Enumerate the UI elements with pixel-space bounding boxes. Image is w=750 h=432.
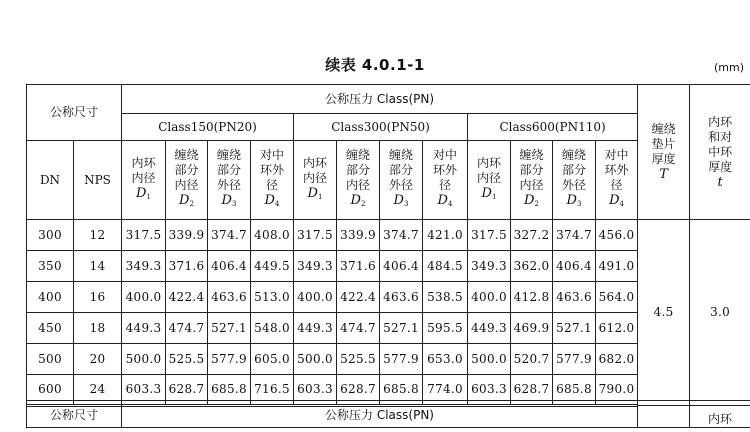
value-cell: 603.3 xyxy=(468,375,511,406)
value-cell: 362.0 xyxy=(511,251,553,282)
subcol-text: 内环内径 xyxy=(477,155,502,185)
value-cell: 474.7 xyxy=(337,313,380,344)
dn-header: DN xyxy=(27,141,74,220)
value-cell: 500.0 xyxy=(294,344,337,375)
table-title: 续表 4.0.1-1 xyxy=(325,56,425,74)
next-thickness-cell xyxy=(638,401,690,428)
value-cell: 538.5 xyxy=(423,282,468,313)
subcol-text: 内环内径 xyxy=(303,155,328,185)
subcol-header-class2-d4 xyxy=(596,141,638,220)
value-cell: 463.6 xyxy=(208,282,251,313)
value-cell: 339.9 xyxy=(166,220,208,251)
value-cell: 349.3 xyxy=(294,251,337,282)
subcol-header-class0-d2 xyxy=(166,141,208,220)
value-cell: 339.9 xyxy=(337,220,380,251)
value-cell: 605.0 xyxy=(251,344,294,375)
subcol-symbol: $D_1$ xyxy=(307,185,323,201)
class150-header: Class150(PN20) xyxy=(122,114,294,141)
subcol-text: 缠绕部分外径 xyxy=(389,148,414,192)
class300-header: Class300(PN50) xyxy=(294,114,468,141)
value-cell: 653.0 xyxy=(423,344,468,375)
subcol-symbol: $D_3$ xyxy=(393,193,409,208)
value-cell: 463.6 xyxy=(380,282,423,313)
subcol-header-class2-d2 xyxy=(511,141,553,220)
value-cell: 603.3 xyxy=(122,375,166,406)
nps-cell: 12 xyxy=(74,220,122,251)
value-cell: 349.3 xyxy=(122,251,166,282)
value-cell: 422.4 xyxy=(337,282,380,313)
subcol-text: 对中环外径 xyxy=(433,148,458,192)
unit-label: (mm) xyxy=(713,61,744,74)
next-table-partial xyxy=(26,400,750,428)
nps-cell: 18 xyxy=(74,313,122,344)
ring-thickness-value: 3.0 xyxy=(690,220,750,406)
subcol-header-class0-d3 xyxy=(208,141,251,220)
next-ring-header: 内环 xyxy=(690,401,750,428)
subcol-header-class2-d1 xyxy=(468,141,511,220)
value-cell: 421.0 xyxy=(423,220,468,251)
ring-thickness-symbol: t xyxy=(717,174,723,190)
value-cell: 449.3 xyxy=(122,313,166,344)
subcol-symbol: $D_2$ xyxy=(350,193,366,208)
next-nominal-size-header: 公称尺寸 xyxy=(27,401,122,428)
value-cell: 406.4 xyxy=(553,251,596,282)
nominal-size-header: 公称尺寸 xyxy=(27,85,122,141)
subcol-symbol: $D_4$ xyxy=(264,193,280,208)
value-cell: 628.7 xyxy=(511,375,553,406)
value-cell: 527.1 xyxy=(380,313,423,344)
value-cell: 317.5 xyxy=(122,220,166,251)
value-cell: 513.0 xyxy=(251,282,294,313)
value-cell: 603.3 xyxy=(294,375,337,406)
nps-cell: 14 xyxy=(74,251,122,282)
dn-cell: 450 xyxy=(27,313,74,344)
nominal-pressure-header: 公称压力 Class(PN) xyxy=(122,85,638,114)
subcol-text: 缠绕部分内径 xyxy=(174,148,199,192)
value-cell: 484.5 xyxy=(423,251,468,282)
subcol-text: 对中环外径 xyxy=(604,148,629,192)
value-cell: 317.5 xyxy=(294,220,337,251)
subcol-symbol: $D_4$ xyxy=(437,193,453,208)
nps-header: NPS xyxy=(74,141,122,220)
value-cell: 449.3 xyxy=(294,313,337,344)
value-cell: 463.6 xyxy=(553,282,596,313)
next-nominal-pressure-header: 公称压力 Class(PN) xyxy=(122,401,638,428)
thickness-T-header xyxy=(638,85,690,220)
subcol-text: 内环内径 xyxy=(131,155,156,185)
subcol-text: 对中环外径 xyxy=(260,148,285,192)
gasket-dimension-table xyxy=(26,84,750,407)
value-cell: 682.0 xyxy=(596,344,638,375)
dn-cell: 400 xyxy=(27,282,74,313)
value-cell: 469.9 xyxy=(511,313,553,344)
value-cell: 371.6 xyxy=(337,251,380,282)
ring-thickness-header xyxy=(690,85,750,220)
value-cell: 456.0 xyxy=(596,220,638,251)
value-cell: 774.0 xyxy=(423,375,468,406)
subcol-text: 缠绕部分外径 xyxy=(217,148,242,192)
subcol-header-class1-d1 xyxy=(294,141,337,220)
value-cell: 400.0 xyxy=(468,282,511,313)
value-cell: 716.5 xyxy=(251,375,294,406)
value-cell: 685.8 xyxy=(553,375,596,406)
subcol-symbol: $D_3$ xyxy=(221,193,237,208)
subcol-header-class1-d4 xyxy=(423,141,468,220)
value-cell: 374.7 xyxy=(553,220,596,251)
subcol-header-class0-d4 xyxy=(251,141,294,220)
nps-cell: 20 xyxy=(74,344,122,375)
subcol-symbol: $D_1$ xyxy=(481,185,497,201)
dn-cell: 600 xyxy=(27,375,74,406)
value-cell: 449.3 xyxy=(468,313,511,344)
value-cell: 408.0 xyxy=(251,220,294,251)
subcol-text: 缠绕部分内径 xyxy=(346,148,371,192)
subcol-symbol: $D_3$ xyxy=(566,193,582,208)
value-cell: 577.9 xyxy=(553,344,596,375)
value-cell: 422.4 xyxy=(166,282,208,313)
thickness-T-symbol: T xyxy=(659,167,668,182)
value-cell: 685.8 xyxy=(380,375,423,406)
value-cell: 525.5 xyxy=(166,344,208,375)
value-cell: 491.0 xyxy=(596,251,638,282)
value-cell: 520.7 xyxy=(511,344,553,375)
subcol-header-class1-d2 xyxy=(337,141,380,220)
thickness-T-value: 4.5 xyxy=(638,220,690,406)
subcol-header-class1-d3 xyxy=(380,141,423,220)
subcol-symbol: $D_1$ xyxy=(136,185,151,201)
value-cell: 349.3 xyxy=(468,251,511,282)
subcol-symbol: $D_2$ xyxy=(179,193,194,208)
value-cell: 374.7 xyxy=(208,220,251,251)
value-cell: 577.9 xyxy=(208,344,251,375)
dn-cell: 500 xyxy=(27,344,74,375)
subcol-text: 缠绕部分外径 xyxy=(562,148,587,192)
value-cell: 406.4 xyxy=(208,251,251,282)
nps-cell: 16 xyxy=(74,282,122,313)
value-cell: 371.6 xyxy=(166,251,208,282)
value-cell: 449.5 xyxy=(251,251,294,282)
value-cell: 500.0 xyxy=(122,344,166,375)
value-cell: 406.4 xyxy=(380,251,423,282)
value-cell: 548.0 xyxy=(251,313,294,344)
value-cell: 628.7 xyxy=(337,375,380,406)
value-cell: 374.7 xyxy=(380,220,423,251)
subcol-symbol: $D_4$ xyxy=(609,193,624,208)
subcol-text: 缠绕部分内径 xyxy=(519,148,544,192)
subcol-symbol: $D_2$ xyxy=(524,193,539,208)
dn-cell: 300 xyxy=(27,220,74,251)
subcol-header-class2-d3 xyxy=(553,141,596,220)
value-cell: 317.5 xyxy=(468,220,511,251)
value-cell: 790.0 xyxy=(596,375,638,406)
value-cell: 564.0 xyxy=(596,282,638,313)
value-cell: 412.8 xyxy=(511,282,553,313)
value-cell: 595.5 xyxy=(423,313,468,344)
ring-thickness-text: 内环和对中环厚度 xyxy=(708,114,733,174)
value-cell: 400.0 xyxy=(294,282,337,313)
value-cell: 527.1 xyxy=(208,313,251,344)
nps-cell: 24 xyxy=(74,375,122,406)
value-cell: 612.0 xyxy=(596,313,638,344)
value-cell: 527.1 xyxy=(553,313,596,344)
table-row xyxy=(27,220,750,251)
value-cell: 577.9 xyxy=(380,344,423,375)
subcol-header-class0-d1 xyxy=(122,141,166,220)
value-cell: 400.0 xyxy=(122,282,166,313)
value-cell: 474.7 xyxy=(166,313,208,344)
class600-header: Class600(PN110) xyxy=(468,114,638,141)
value-cell: 500.0 xyxy=(468,344,511,375)
value-cell: 327.2 xyxy=(511,220,553,251)
value-cell: 685.8 xyxy=(208,375,251,406)
thickness-T-text: 缠绕垫片厚度 xyxy=(651,122,676,166)
dn-cell: 350 xyxy=(27,251,74,282)
value-cell: 525.5 xyxy=(337,344,380,375)
value-cell: 628.7 xyxy=(166,375,208,406)
